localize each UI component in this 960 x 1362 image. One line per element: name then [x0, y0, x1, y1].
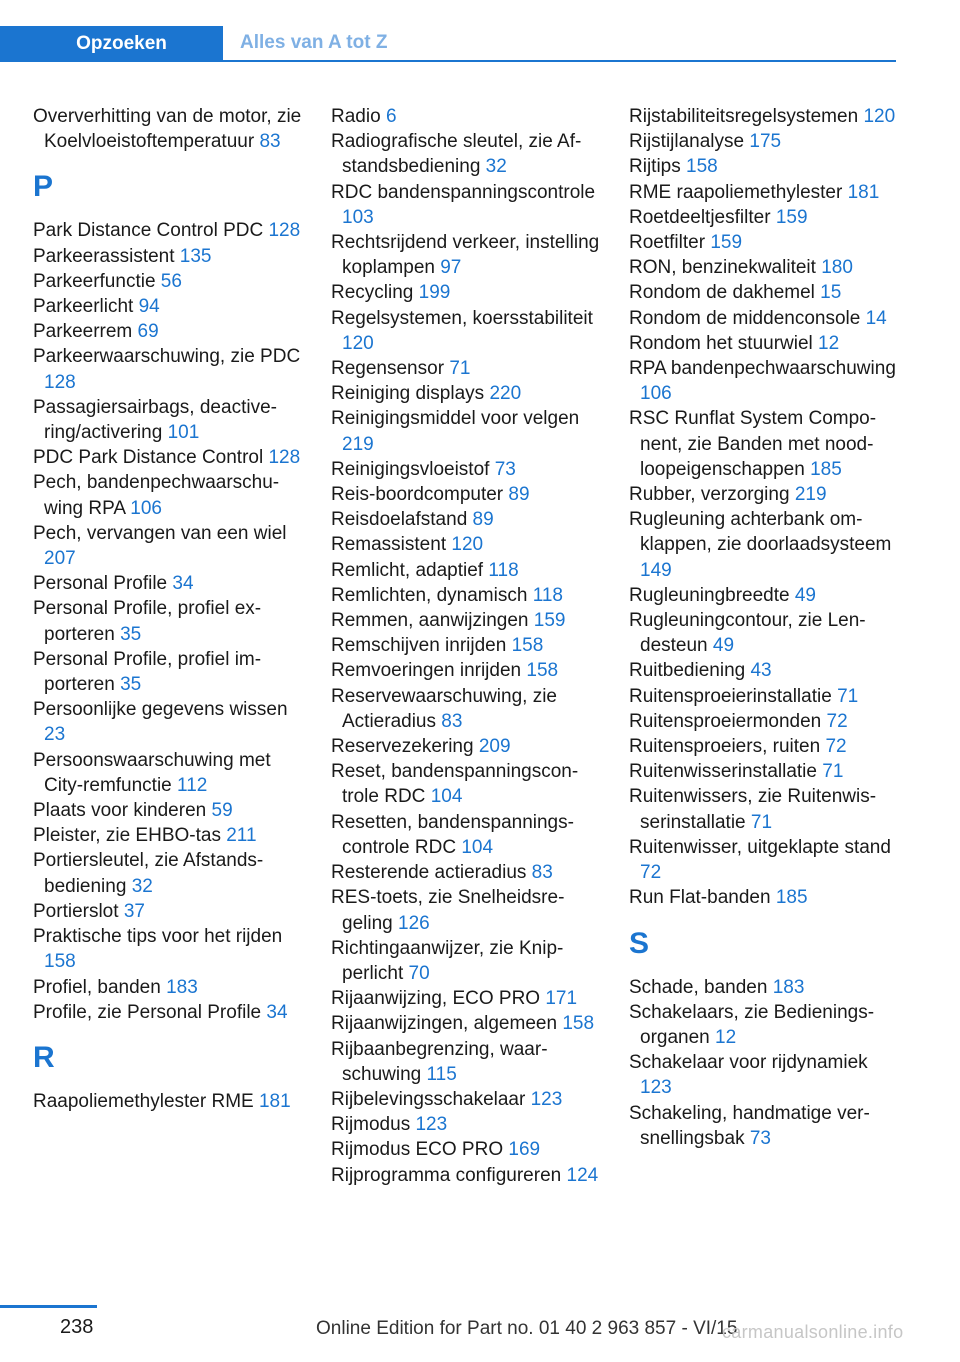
entry-term: Reiniging displays: [331, 383, 485, 405]
index-entry: [331, 230, 601, 280]
entry-term: Schakeling, handmatige versnellingsbak: [629, 1102, 870, 1149]
index-entry: [331, 406, 601, 456]
entry-page-link[interactable]: 72: [640, 862, 662, 884]
entry-page-link[interactable]: 35: [120, 623, 142, 645]
entry-page-link[interactable]: 104: [430, 786, 463, 808]
entry-term: RON, benzinekwaliteit: [629, 257, 816, 279]
entry-page-link[interactable]: 181: [258, 1090, 291, 1112]
entry-term: Rugleuningcontour, zie Lendesteun: [629, 610, 866, 657]
entry-term: Rondom de middenconsole: [629, 307, 861, 329]
entry-page-link[interactable]: 43: [750, 660, 772, 682]
entry-term: Rijaanwijzingen, algemeen: [331, 1013, 558, 1035]
entry-term: Roetfilter: [629, 232, 706, 254]
index-entry: [629, 1000, 897, 1050]
entry-term: Remvoeringen inrijden: [331, 660, 522, 682]
entry-page-link[interactable]: 128: [268, 447, 301, 469]
index-entry: [331, 986, 601, 1011]
entry-page-link[interactable]: 12: [818, 332, 840, 354]
entry-term: Ruitensproeiermonden: [629, 710, 822, 732]
index-entry: [629, 406, 897, 482]
index-entry: [629, 759, 897, 784]
index-entry: [33, 269, 303, 294]
entry-page-link[interactable]: 180: [821, 257, 853, 279]
entry-page-link[interactable]: 219: [794, 484, 827, 506]
entry-page-link[interactable]: 89: [472, 509, 494, 531]
entry-term: Reis-boordcomputer: [331, 484, 504, 506]
index-entry: [629, 608, 897, 658]
index-entry: [331, 457, 601, 482]
index-entry: [331, 1087, 601, 1112]
entry-term: Reset, bandenspanningscontrole RDC: [331, 761, 579, 808]
entry-term: Pleister, zie EHBO-tas: [33, 825, 221, 847]
entry-term: Oververhitting van de motor, zie Koelvloeistoftemperatuur: [33, 106, 302, 153]
index-entry: [33, 344, 303, 394]
entry-page-link[interactable]: 59: [211, 800, 233, 822]
index-entry: [33, 218, 303, 243]
index-entry: [33, 1000, 303, 1025]
entry-page-link[interactable]: 69: [137, 321, 159, 343]
entry-term: Persoonlijke gegevens wissen: [33, 699, 288, 721]
entry-term: Radio: [331, 106, 381, 127]
entry-term: Ruitensproeiers, ruiten: [629, 736, 821, 758]
index-entry: [331, 1037, 601, 1087]
index-entry: [33, 521, 303, 571]
index-entry: [33, 1089, 303, 1114]
index-entry: [33, 848, 303, 898]
entry-page-link[interactable]: 185: [775, 887, 808, 909]
index-entry: [629, 280, 897, 305]
index-entry: [33, 748, 303, 798]
entry-page-link[interactable]: 120: [342, 332, 374, 354]
entry-term: Rijmodus ECO PRO: [331, 1139, 504, 1161]
entry-term: Pech, bandenpechwaarschuwing RPA: [33, 472, 280, 519]
index-entry: [331, 658, 601, 683]
index-column-1: [33, 104, 303, 1114]
entry-term: Portiersleutel, zie Afstandsbediening: [33, 850, 264, 897]
index-entry: [33, 104, 303, 154]
entry-page-link[interactable]: 158: [44, 951, 76, 973]
entry-term: RDC bandenspanningscontrole: [331, 181, 596, 203]
entry-term: Park Distance Control PDC: [33, 220, 264, 242]
entry-term: Rijprogramma configureren: [331, 1164, 562, 1186]
entry-term: Pech, vervangen van een wiel: [33, 522, 287, 544]
index-entry: [331, 306, 601, 356]
entry-term: Remschijven inrijden: [331, 635, 507, 657]
index-entry: [331, 482, 601, 507]
index-column-2: [331, 104, 601, 1188]
section-letter: P: [33, 170, 54, 204]
index-entry: [331, 1112, 601, 1137]
index-entry: [629, 255, 897, 280]
entry-term: Raapoliemethylester RME: [33, 1090, 254, 1112]
entry-page-link[interactable]: 169: [508, 1139, 541, 1161]
edition-text: Online Edition for Part no. 01 40 2 963 857 - VI/15: [316, 1318, 738, 1339]
index-entry: [629, 356, 897, 406]
index-entry: [629, 885, 897, 910]
entry-term: Ruitenwisser, uitgeklapte stand: [629, 836, 891, 858]
entry-page-link[interactable]: 35: [120, 674, 142, 696]
index-entry: [331, 885, 601, 935]
entry-term: Richtingaanwijzer, zie Knipperlicht: [331, 937, 564, 984]
entry-term: PDC Park Distance Control: [33, 447, 264, 469]
entry-term: Rondom de dakhemel: [629, 282, 815, 304]
entry-page-link[interactable]: 209: [478, 736, 511, 758]
entry-term: Remassistent: [331, 534, 447, 556]
index-entry: [629, 180, 897, 205]
entry-page-link[interactable]: 158: [526, 660, 559, 682]
entry-term: Ruitenwissers, zie Ruitenwisserinstallatie: [629, 786, 877, 833]
index-entry: [331, 1011, 601, 1036]
index-entry: [331, 684, 601, 734]
index-entry: [33, 823, 303, 848]
entry-term: Regelsystemen, koersstabiliteit: [331, 307, 593, 329]
entry-page-link[interactable]: 123: [640, 1077, 672, 1099]
entry-page-link[interactable]: 12: [715, 1026, 737, 1048]
entry-page-link[interactable]: 159: [710, 232, 743, 254]
index-entry: [629, 205, 897, 230]
entry-page-link[interactable]: 159: [775, 206, 808, 228]
tab-alles-van-a-tot-z[interactable]: Alles van A tot Z: [240, 32, 388, 53]
index-entry: [33, 470, 303, 520]
entry-page-link[interactable]: 71: [822, 761, 844, 783]
index-entry: [33, 244, 303, 269]
index-entry: [33, 445, 303, 470]
index-entry: [629, 835, 897, 885]
entry-term: Rijaanwijzing, ECO PRO: [331, 988, 541, 1010]
entry-page-link[interactable]: 199: [418, 282, 451, 304]
entry-term: Ruitensproeierinstallatie: [629, 685, 832, 707]
entry-term: Parkeerlicht: [33, 296, 134, 318]
entry-page-link[interactable]: 158: [686, 156, 718, 178]
index-entry: [331, 558, 601, 583]
entry-term: Remmen, aanwijzingen: [331, 610, 529, 632]
entry-term: Schakelaar voor rijdynamiek: [629, 1052, 868, 1074]
entry-page-link[interactable]: 72: [826, 710, 848, 732]
index-entry: [629, 1050, 897, 1100]
index-entry: [629, 306, 897, 331]
index-entry: [629, 154, 897, 179]
index-entry: [331, 759, 601, 809]
index-entry: [629, 230, 897, 255]
entry-term: Reinigingsvloeistof: [331, 458, 490, 480]
entry-term: Run Flat-banden: [629, 887, 771, 909]
entry-page-link[interactable]: 220: [489, 383, 522, 405]
entry-term: Praktische tips voor het rijden: [33, 926, 283, 948]
entry-page-link[interactable]: 219: [342, 433, 374, 455]
entry-term: Profile, zie Personal Profile: [33, 1001, 262, 1023]
section-letter: S: [629, 926, 650, 960]
entry-page-link[interactable]: 101: [167, 422, 200, 444]
entry-term: Rugleuning achterbank omklappen, zie doorlaadsysteem: [629, 509, 892, 556]
index-entry: [331, 104, 601, 129]
entry-page-link[interactable]: 104: [461, 836, 494, 858]
entry-page-link[interactable]: 71: [449, 358, 471, 380]
entry-page-link[interactable]: 56: [160, 270, 182, 292]
index-entry: [33, 596, 303, 646]
index-entry: [629, 709, 897, 734]
entry-term: Remlicht, adaptief: [331, 559, 484, 581]
entry-page-link[interactable]: 159: [533, 610, 566, 632]
index-entry: [629, 975, 897, 1000]
index-entry: [331, 1163, 601, 1188]
entry-term: Rijtips: [629, 156, 681, 178]
entry-page-link[interactable]: 15: [820, 282, 842, 304]
entry-page-link[interactable]: 120: [451, 534, 484, 556]
index-entry: [629, 658, 897, 683]
index-entry: [331, 532, 601, 557]
entry-page-link[interactable]: 71: [750, 811, 773, 833]
entry-page-link[interactable]: 171: [545, 988, 578, 1010]
index-entry: [33, 294, 303, 319]
index-entry: [331, 356, 601, 381]
entry-page-link[interactable]: 23: [44, 724, 66, 746]
index-entry: [331, 180, 601, 230]
entry-page-link[interactable]: 83: [259, 131, 281, 153]
index-entry: [331, 583, 601, 608]
index-entry: [33, 697, 303, 747]
index-entry: [331, 810, 601, 860]
entry-term: Rijbelevingsschakelaar: [331, 1088, 526, 1110]
index-entry: [33, 395, 303, 445]
entry-term: Schade, banden: [629, 976, 768, 998]
index-entry: [33, 899, 303, 924]
index-entry: [331, 734, 601, 759]
entry-term: Reisdoelafstand: [331, 509, 468, 531]
entry-term: Ruitenwisserinstallatie: [629, 761, 817, 783]
entry-term: Rijbaanbegrenzing, waarschuwing: [331, 1038, 548, 1085]
entry-page-link[interactable]: 14: [865, 307, 887, 329]
entry-term: Ruitbediening: [629, 660, 746, 682]
entry-term: RSC Runflat System Component, zie Banden met noodloopeigenschappen: [629, 408, 877, 480]
index-entry: [33, 924, 303, 974]
entry-term: Schakelaars, zie Bedieningsorganen: [629, 1001, 875, 1048]
header-rule: [0, 60, 896, 62]
entry-page-link[interactable]: 70: [408, 962, 430, 984]
entry-term: Rugleuningbreedte: [629, 584, 790, 606]
index-entry: [331, 280, 601, 305]
entry-page-link[interactable]: 32: [485, 156, 507, 178]
entry-page-link[interactable]: 72: [825, 736, 847, 758]
index-entry: [331, 936, 601, 986]
entry-term: Roetdeeltjesfilter: [629, 206, 771, 228]
entry-term: Remlichten, dynamisch: [331, 584, 528, 606]
index-entry: [629, 684, 897, 709]
section-letter: R: [33, 1040, 55, 1074]
index-entry: [33, 975, 303, 1000]
index-entry: [629, 482, 897, 507]
entry-term: Reservewaarschuwing, zie Actieradius: [331, 685, 557, 732]
entry-page-link[interactable]: 211: [226, 825, 257, 847]
index-entry: [33, 798, 303, 823]
entry-term: Personal Profile, profiel importeren: [33, 648, 262, 696]
entry-page-link[interactable]: 97: [440, 257, 462, 279]
entry-term: Rijmodus: [331, 1114, 411, 1136]
entry-term: Persoonswaarschuwing met City-remfunctie: [33, 749, 271, 796]
index-column-3: [629, 104, 897, 1151]
page-number: 238: [60, 1316, 94, 1338]
index-entry: [629, 784, 897, 834]
entry-page-link[interactable]: 49: [794, 584, 816, 606]
entry-page-link[interactable]: 103: [342, 206, 374, 228]
index-entry: [331, 633, 601, 658]
entry-term: Regensensor: [331, 358, 445, 380]
header-tabbar: [0, 26, 896, 62]
entry-page-link[interactable]: 71: [837, 685, 859, 707]
entry-term: Rubber, verzorging: [629, 484, 790, 506]
entry-term: Rijstijlanalyse: [629, 131, 745, 153]
index-entry: [629, 331, 897, 356]
watermark: carmanualsonline.info: [722, 1322, 904, 1342]
entry-page-link[interactable]: 49: [712, 635, 735, 657]
entry-page-link[interactable]: 126: [398, 912, 430, 934]
entry-page-link[interactable]: 34: [172, 573, 194, 595]
entry-page-link[interactable]: 149: [640, 559, 672, 581]
entry-term: Resetten, bandenspanningscontrole RDC: [331, 811, 574, 858]
entry-page-link[interactable]: 158: [511, 635, 544, 657]
entry-term: Parkeerrem: [33, 321, 133, 343]
entry-page-link[interactable]: 6: [385, 106, 397, 127]
index-entry: [33, 647, 303, 697]
entry-term: Parkeerassistent: [33, 245, 175, 267]
index-entry: [331, 381, 601, 406]
tab-opzoeken[interactable]: Opzoeken: [0, 26, 223, 62]
index-entry: [629, 734, 897, 759]
entry-page-link[interactable]: 207: [44, 548, 76, 570]
entry-page-link[interactable]: 73: [749, 1127, 771, 1149]
entry-page-link[interactable]: 89: [508, 484, 530, 506]
entry-term: Rijstabiliteitsregelsystemen: [629, 106, 859, 127]
entry-page-link[interactable]: 128: [268, 220, 301, 242]
index-entry: [331, 1137, 601, 1162]
entry-page-link[interactable]: 73: [494, 458, 516, 480]
index-entry: [33, 571, 303, 596]
entry-term: Parkeerwaarschuwing, zie PDC: [33, 346, 301, 368]
entry-page-link[interactable]: 112: [177, 774, 208, 796]
footer-rule: [0, 1305, 97, 1308]
entry-page-link[interactable]: 135: [179, 245, 212, 267]
index-entry: [629, 1101, 897, 1151]
entry-term: Plaats voor kinderen: [33, 800, 207, 822]
entry-page-link[interactable]: 34: [266, 1001, 288, 1023]
entry-term: Personal Profile: [33, 573, 168, 595]
entry-term: Reinigingsmiddel voor velgen: [331, 408, 580, 430]
entry-page-link[interactable]: 175: [749, 131, 782, 153]
index-entry: [33, 319, 303, 344]
entry-term: Recycling: [331, 282, 414, 304]
entry-page-link[interactable]: 158: [562, 1013, 595, 1035]
entry-term: RES-toets, zie Snelheidsregeling: [331, 887, 565, 934]
entry-page-link[interactable]: 123: [530, 1088, 563, 1110]
entry-term: RME raapoliemethylester: [629, 181, 843, 203]
entry-term: Passagiersairbags, deactivering/activering: [33, 396, 277, 444]
index-entry: [629, 129, 897, 154]
entry-term: Resterende actieradius: [331, 862, 527, 884]
index-entry: [331, 129, 601, 179]
entry-page-link[interactable]: 83: [441, 710, 463, 732]
index-entry: [629, 583, 897, 608]
entry-term: Reservezekering: [331, 736, 474, 758]
entry-page-link[interactable]: 83: [531, 862, 553, 884]
entry-page-link[interactable]: 115: [426, 1063, 457, 1085]
index-entry: [331, 608, 601, 633]
index-entry: [629, 104, 897, 129]
entry-term: Rechtsrijdend verkeer, instelling koplampen: [331, 232, 600, 279]
entry-term: Portierslot: [33, 900, 119, 922]
entry-page-link[interactable]: 181: [847, 181, 880, 203]
entry-term: Rondom het stuurwiel: [629, 332, 813, 354]
entry-page-link[interactable]: 120: [863, 106, 896, 127]
entry-page-link[interactable]: 32: [131, 875, 153, 897]
entry-page-link[interactable]: 183: [166, 976, 198, 998]
entry-term: Parkeerfunctie: [33, 270, 156, 292]
entry-page-link[interactable]: 185: [810, 458, 842, 480]
entry-page-link[interactable]: 183: [772, 976, 805, 998]
entry-page-link[interactable]: 37: [123, 900, 145, 922]
entry-page-link[interactable]: 123: [415, 1114, 448, 1136]
entry-page-link[interactable]: 124: [566, 1164, 599, 1186]
entry-page-link[interactable]: 118: [532, 584, 563, 606]
entry-page-link[interactable]: 94: [138, 296, 160, 318]
entry-term: Personal Profile, profiel exporteren: [33, 598, 262, 645]
entry-page-link[interactable]: 118: [488, 559, 519, 581]
index-entry: [331, 507, 601, 532]
entry-page-link[interactable]: 106: [130, 497, 162, 519]
entry-page-link[interactable]: 128: [44, 371, 76, 393]
entry-term: Profiel, banden: [33, 976, 161, 998]
entry-term: RPA bandenpechwaarschuwing: [629, 358, 896, 380]
entry-term: Radiografische sleutel, zie Afstandsbediening: [331, 131, 582, 178]
index-entry: [629, 507, 897, 583]
index-entry: [331, 860, 601, 885]
entry-page-link[interactable]: 106: [640, 383, 672, 405]
